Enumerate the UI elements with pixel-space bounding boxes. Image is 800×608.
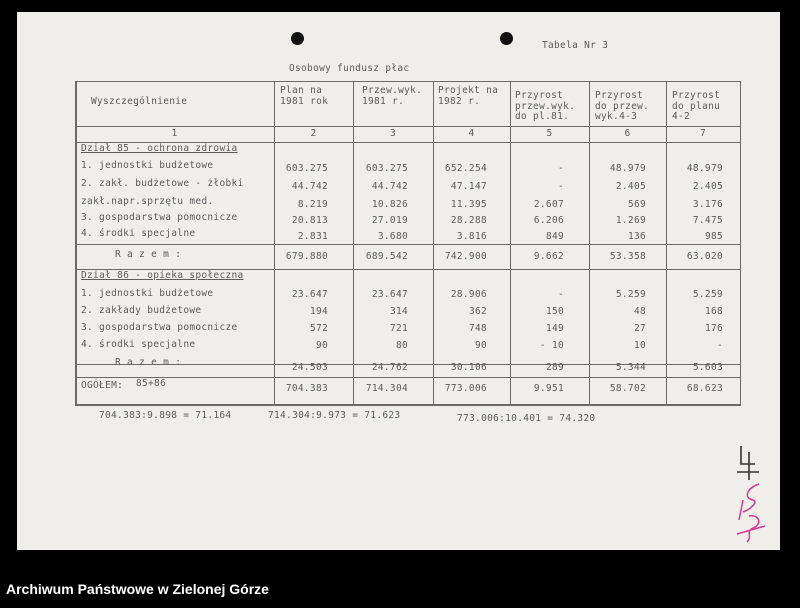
table-cell: 11.395: [450, 199, 487, 210]
column-header: Przew.wyk.: [362, 85, 423, 96]
table-cell: 24.503: [291, 362, 328, 373]
row-label: 1. jednostki budżetowe: [81, 160, 214, 171]
grand-total-label: OGÓŁEM:: [81, 380, 124, 391]
total-label: R a z e m :: [115, 357, 182, 368]
table-cell: 2.405: [692, 181, 723, 192]
table-cell: 28.906: [450, 289, 487, 300]
column-header: do pl.81.: [515, 111, 570, 122]
row-divider: [75, 126, 741, 127]
table-cell: 149: [545, 323, 564, 334]
column-header: 1982 r.: [438, 95, 481, 107]
table-cell: 6.206: [533, 215, 564, 226]
table-cell: 9.662: [533, 251, 564, 262]
table-cell: 150: [545, 306, 564, 317]
table-cell: 2.607: [533, 199, 564, 210]
table-cell: 985: [704, 231, 723, 242]
column-index: 2: [310, 128, 317, 139]
table-cell: 7.475: [692, 215, 723, 226]
table-cell: 5.603: [692, 362, 723, 373]
table-cell: 176: [704, 323, 723, 334]
column-index: 1: [171, 128, 178, 139]
row-label: 3. gospodarstwa pomocnicze: [81, 212, 238, 223]
table-cell: 704.383: [285, 383, 328, 394]
table-cell: -: [557, 289, 564, 300]
column-header: Przyrost: [595, 90, 644, 101]
table-cell: 773.006: [444, 383, 487, 394]
row-label: 1. jednostki budżetowe: [81, 288, 214, 299]
table-cell: 27: [633, 323, 646, 334]
table-cell: 849: [545, 231, 564, 242]
row-label: 2. zakłady budżetowe: [81, 305, 202, 316]
column-header: Przyrost: [515, 90, 564, 101]
table-cell: 289: [545, 362, 564, 373]
table-cell: 689.542: [365, 251, 408, 262]
table-cell: 3.816: [456, 231, 487, 242]
table-cell: 3.176: [692, 199, 723, 210]
table-cell: 20.813: [291, 215, 328, 226]
handwritten-signature: [729, 480, 773, 546]
table-cell: 23.647: [291, 289, 328, 300]
row-divider: [75, 377, 741, 378]
section-title: Dział 86 - opieka społeczna: [81, 270, 244, 281]
table-cell: 5.259: [692, 289, 723, 300]
table-cell: 90: [315, 340, 328, 351]
table-cell: 24.762: [371, 362, 408, 373]
table-cell: 27.019: [371, 215, 408, 226]
column-header: Wyszczególnienie: [91, 96, 188, 107]
table-cell: 80: [395, 340, 408, 351]
row-label: 4. środki specjalne: [81, 228, 196, 239]
table-cell: 679.880: [285, 251, 328, 262]
table-cell: 63.020: [686, 251, 723, 262]
table-cell: 10.826: [371, 199, 408, 210]
row-label: 4. środki specjalne: [81, 339, 196, 350]
table-cell: 28.288: [450, 215, 487, 226]
table-number: Tabela Nr 3: [542, 40, 609, 51]
table-cell: - 10: [539, 340, 564, 351]
table-cell: 2.405: [615, 181, 646, 192]
table-cell: 44.742: [371, 181, 408, 192]
table-cell: 23.647: [371, 289, 408, 300]
column-header: przew.wyk.: [515, 100, 576, 112]
calculation-1: 704.383:9.898 = 71.164: [99, 410, 232, 421]
table-cell: 48.979: [686, 163, 723, 174]
table-cell: 68.623: [686, 383, 723, 394]
section-title: Dział 85 - ochrona zdrowia: [81, 143, 238, 154]
column-divider: [740, 81, 741, 405]
total-label: R a z e m :: [115, 249, 182, 260]
table-cell: 9.951: [533, 383, 564, 394]
table-cell: 603.275: [285, 163, 328, 174]
table-cell: 2.831: [297, 231, 328, 242]
handwritten-page-number: [733, 442, 763, 484]
column-header: 1981 r.: [362, 95, 405, 107]
column-header: Projekt na: [438, 85, 499, 96]
table-cell: 30.106: [450, 362, 487, 373]
column-header: Przyrost: [672, 90, 721, 101]
table-cell: 48: [633, 306, 646, 317]
archive-footer: [0, 550, 800, 608]
table-cell: 3.680: [377, 231, 408, 242]
table-cell: 721: [389, 323, 408, 334]
column-index: 5: [546, 128, 553, 139]
column-header: wyk.4-3: [595, 111, 638, 122]
table-cell: 603.275: [365, 163, 408, 174]
table-cell: 53.358: [609, 251, 646, 262]
row-label: zakł.napr.sprzętu med.: [81, 196, 214, 207]
handwritten-note: 85+86: [136, 378, 167, 389]
column-header: Plan na: [280, 85, 323, 96]
table-cell: 1.269: [615, 215, 646, 226]
column-header: 1981 rok: [280, 95, 329, 107]
table-cell: 136: [627, 231, 646, 242]
table-cell: 90: [474, 340, 487, 351]
table-cell: 742.900: [444, 251, 487, 262]
table-cell: 5.344: [615, 362, 646, 373]
column-index: 4: [468, 128, 475, 139]
row-label: 2. zakł. budżetowe - żłobki: [81, 178, 244, 189]
row-divider: [75, 81, 741, 82]
table-cell: 714.304: [365, 383, 408, 394]
table-cell: -: [557, 163, 564, 174]
column-header: do przew.: [595, 100, 650, 112]
table-cell: 8.219: [297, 199, 328, 210]
table-cell: 652.254: [444, 163, 487, 174]
table-cell: 572: [309, 323, 328, 334]
archival-document: [17, 12, 780, 550]
column-index: 6: [624, 128, 631, 139]
table-cell: 5.259: [615, 289, 646, 300]
punch-hole-left: [291, 32, 304, 45]
table-cell: 58.702: [609, 383, 646, 394]
column-index: 3: [389, 128, 397, 139]
table-cell: 748: [468, 323, 487, 334]
row-divider: [75, 244, 741, 245]
archive-name: Archiwum Państwowe w Zielonej Górze: [6, 581, 269, 597]
row-divider: [75, 405, 741, 406]
table-cell: 10: [633, 340, 646, 351]
punch-hole-right: [500, 32, 513, 45]
table-cell: 168: [704, 306, 723, 317]
calculation-3: 773.006:10.401 = 74.320: [457, 413, 596, 424]
table-cell: 48.979: [609, 163, 646, 174]
column-header: do planu: [672, 100, 721, 112]
calculation-2: 714.304:9.973 = 71.623: [268, 410, 401, 421]
column-index: 7: [699, 128, 707, 139]
table-cell: 362: [468, 306, 487, 317]
row-label: 3. gospodarstwa pomocnicze: [81, 322, 238, 333]
table-cell: -: [557, 181, 564, 192]
table-cell: -: [716, 340, 723, 351]
column-header: 4-2: [672, 111, 691, 122]
table-cell: 44.742: [291, 181, 328, 192]
table-cell: 47.147: [450, 181, 487, 192]
table-cell: 569: [627, 199, 646, 210]
table-cell: 314: [389, 306, 408, 317]
table-cell: 194: [309, 306, 328, 317]
document-subtitle: Osobowy fundusz płac: [289, 63, 410, 74]
